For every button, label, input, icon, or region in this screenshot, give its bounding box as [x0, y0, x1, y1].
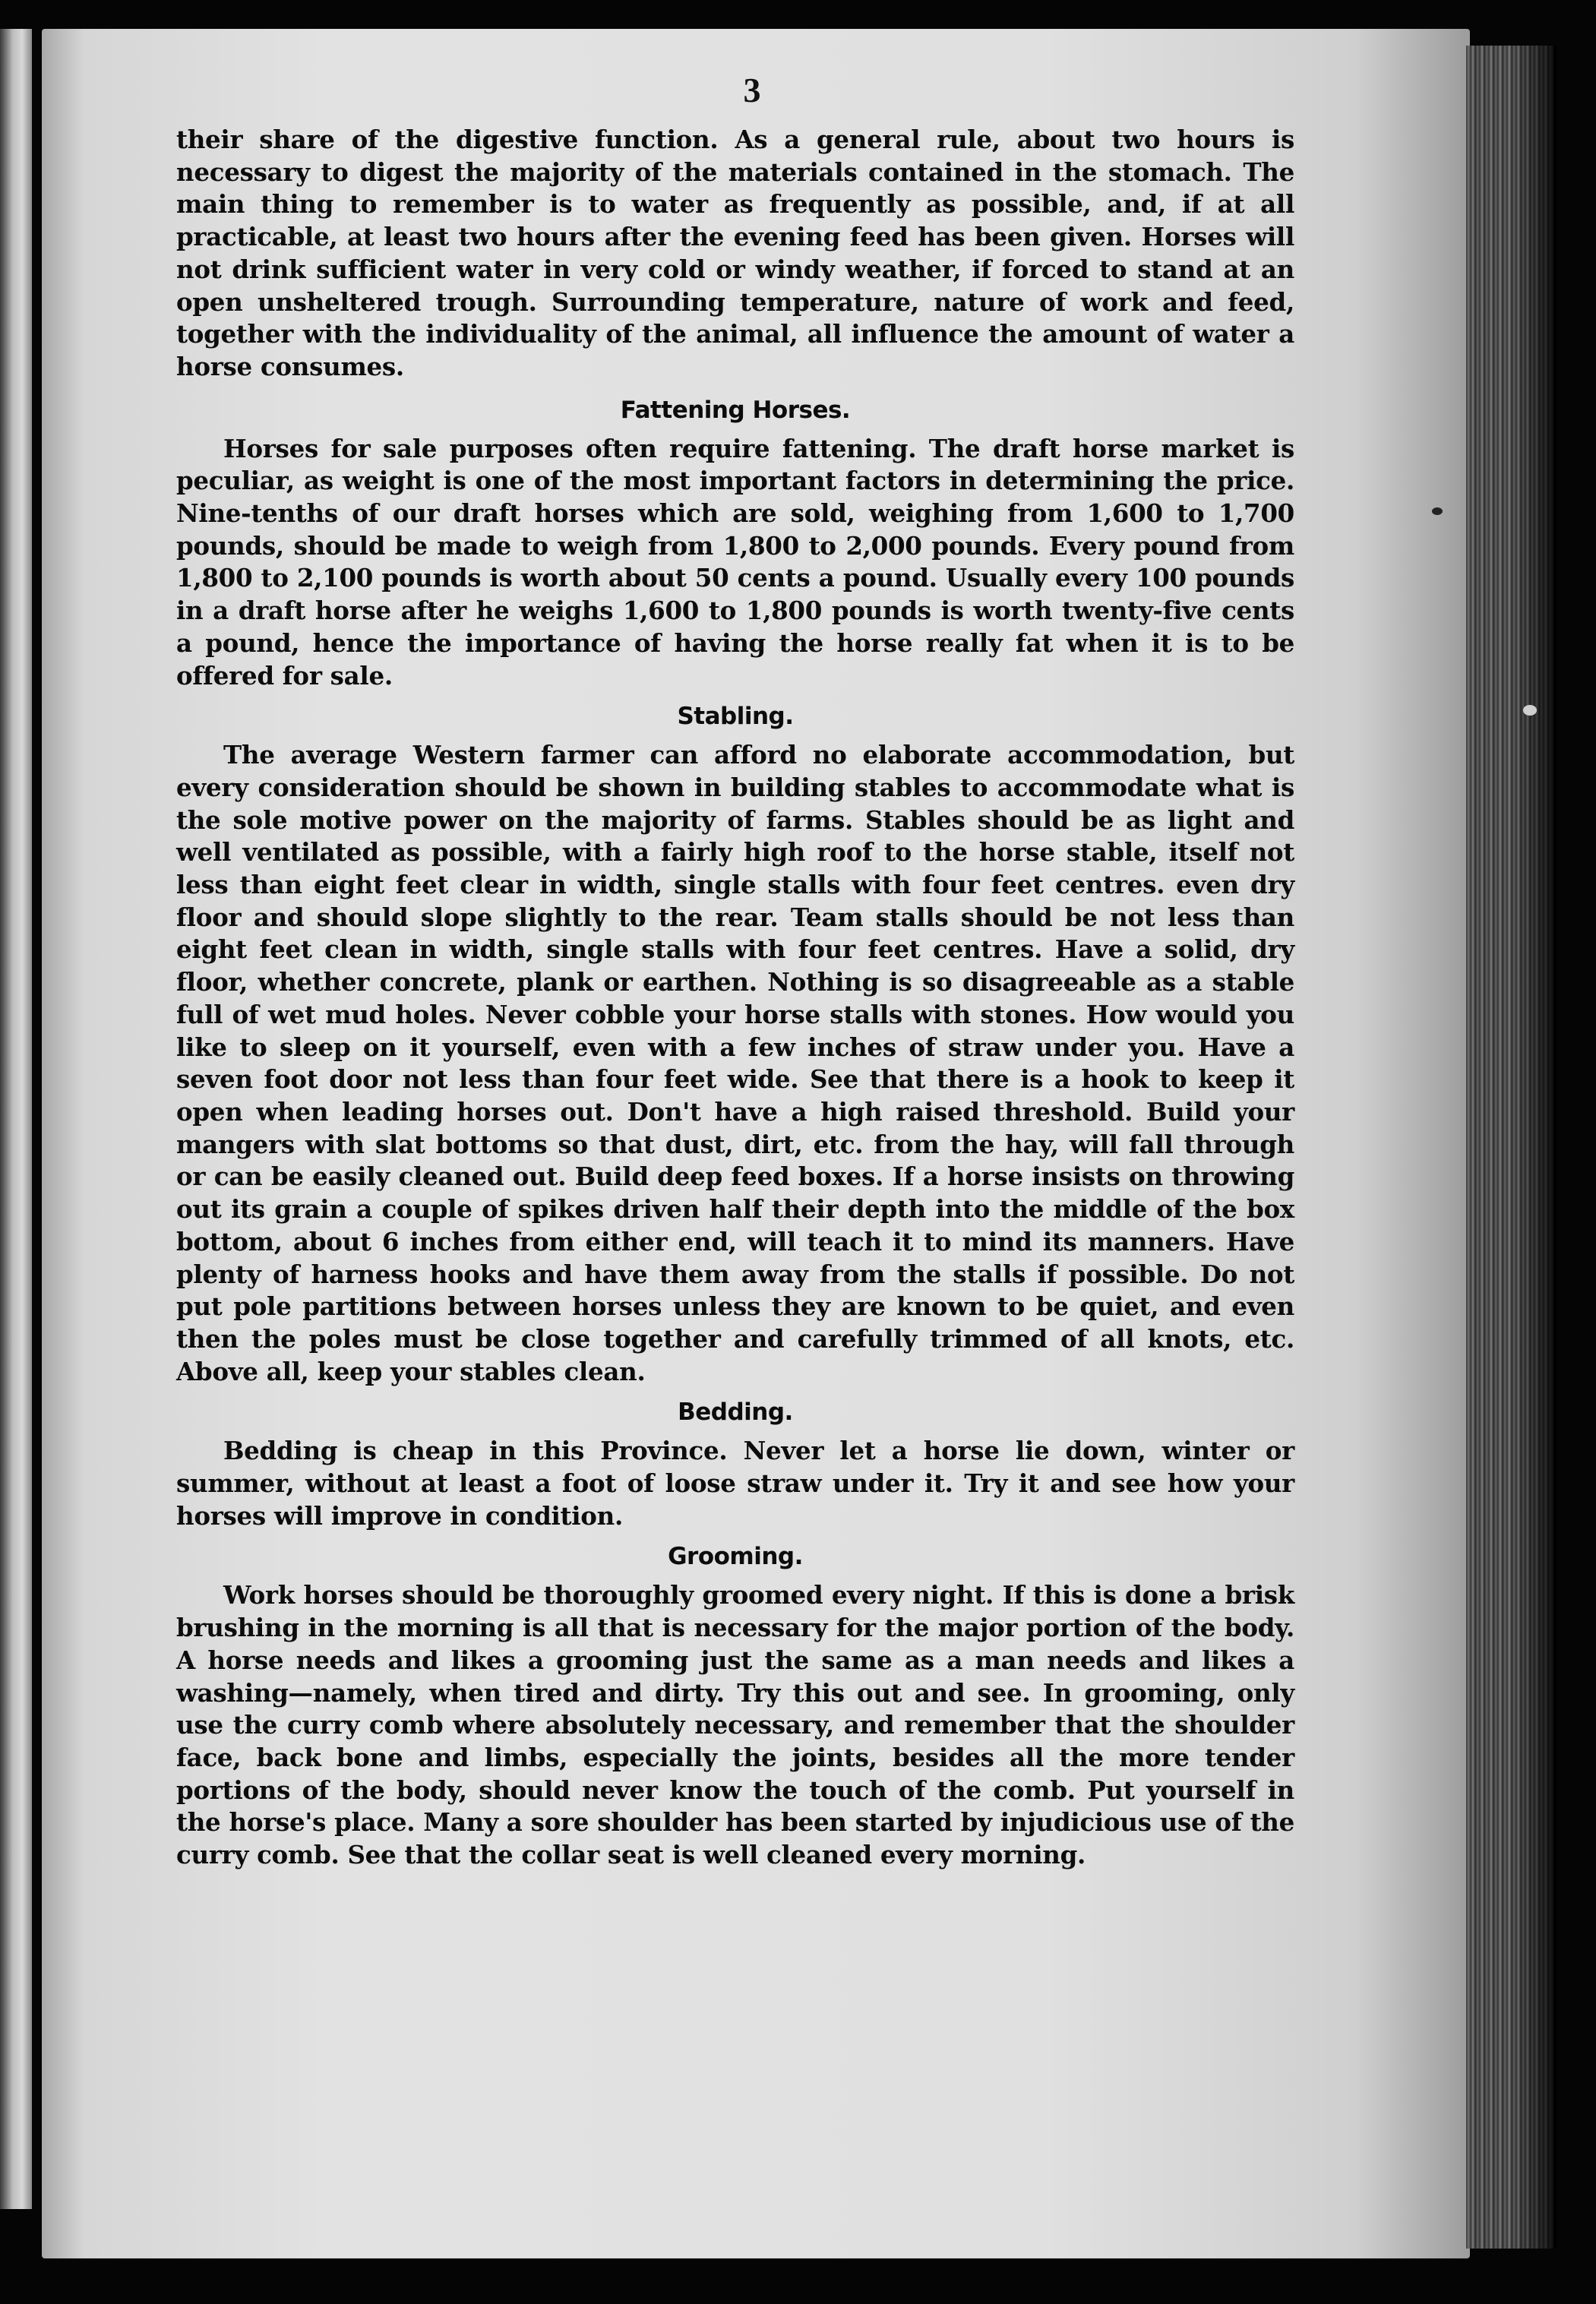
page-number: 3 — [743, 71, 761, 109]
ink-speck — [1432, 507, 1443, 515]
heading-fattening-horses: Fattening Horses. — [620, 396, 851, 424]
stabling-paragraph: The average Western farmer can afford no elaborate accommodation, but every consideration should be shown in building stables to accommodate what is the sole motive power on the majority of farms. Stables should be as light and well ventilated as possible, with a fairly high roof to the horse stable, itself not less than eight feet clear in width, single stalls with four feet centres. even dry floor and should slope slightly to the rear. Team stalls should be not less than eight feet clean in width, single stalls with four feet centres. Have a solid, dry floor, whether concrete, plank or earthen. Nothing is so disagreeable as a stable full of wet mud holes. Never cobble your horse stalls with stones. How would you like to sleep on it yourself, even with a few inches of straw under you. Have a seven foot door not less than four feet wide. See that there is a hook to keep it open when leading horses out. Don't have a high raised threshold. Build your mangers with slat bottoms so that dust, dirt, etc. from the hay, will fall through or can be easily cleaned out. Build deep feed boxes. If a horse insists on throwing out its grain a couple of spikes driven half their depth into the middle of the box bottom, about 6 inches from either end, will teach it to mind its manners. Have plenty of harness hooks and have them away from the stalls if possible. Do not put pole partitions between horses unless they are known to be quiet, and even then the poles must be close together and carefully trimmed of all knots, etc. Above all, keep your stables clean. — [176, 740, 1294, 1386]
facing-page-edge — [0, 29, 32, 2209]
paper-speck — [1523, 705, 1537, 716]
bedding-paragraph: Bedding is cheap in this Province. Never let a horse lie down, winter or summer, without at least a foot of loose straw under it. Try it and see how your horses will improve in condition. — [176, 1436, 1294, 1531]
intro-paragraph: their share of the digestive function. As a general rule, about two hours is necessary to digest the majority of the materials contained in the stomach. The main thing to remember is to water as frequently as possible, and, if at all practicable, at least two hours after the evening feed has been given. Horses will not drink sufficient water in very cold or windy weather, if forced to stand at an open unsheltered trough. Surrounding temperature, nature of work and feed, together with the individuality of the animal, all influence the amount of water a horse consumes. — [176, 125, 1294, 381]
text-column — [176, 124, 1294, 1872]
heading-grooming: Grooming. — [668, 1543, 803, 1571]
grooming-paragraph: Work horses should be thoroughly groomed every night. If this is done a brisk brushing in the morning is all that is necessary for the major portion of the body. A horse needs and likes a grooming just the same as a man needs and likes a washing—namely, when tired and dirty. Try this out and see. In grooming, only use the curry comb where absolutely necessary, and remember that the shoulder face, back bone and limbs, especially the joints, besides all the more tender portions of the body, should never know the touch of the comb. Put yourself in the horse's place. Many a sore shoulder has been started by injudicious use of the curry comb. See that the collar seat is well cleaned every morning. — [176, 1580, 1294, 1870]
page-edge-shadow — [1512, 46, 1557, 2249]
heading-bedding: Bedding. — [678, 1399, 793, 1427]
fattening-paragraph: Horses for sale purposes often require fattening. The draft horse market is peculiar, as weight is one of the most important factors in determining the price. Nine-tenths of our draft horses which are sold, weighing from 1,600 to 1,700 pounds, should be made to weigh from 1,800 to 2,000 pounds. Every pound from 1,800 to 2,100 pounds is worth about 50 cents a pound. Usually every 100 pounds in a draft horse after he weighs 1,600 to 1,800 pounds is worth twenty-five cents a pound, hence the importance of having the horse really fat when it is to be offered for sale. — [176, 433, 1294, 691]
heading-stabling: Stabling. — [677, 703, 794, 731]
